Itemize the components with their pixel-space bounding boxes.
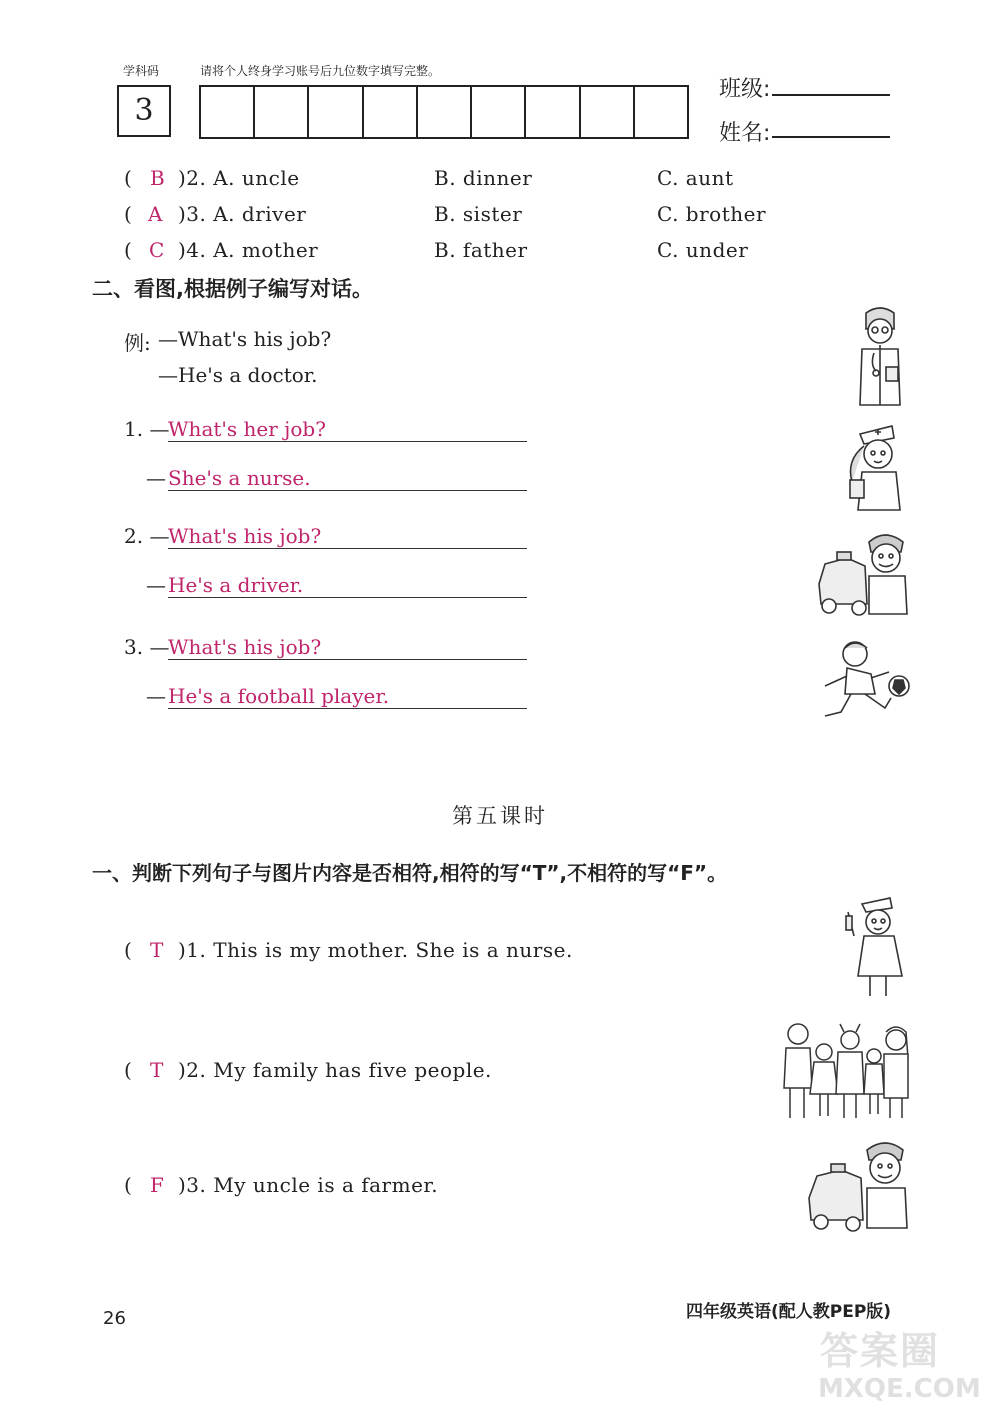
judge-sentence: )2. My family has five people.	[178, 1058, 492, 1082]
judge-answer[interactable]: T	[150, 1058, 164, 1082]
book-title: 四年级英语(配人教PEP版)	[686, 1302, 892, 1322]
subject-code-box: 3	[117, 85, 171, 137]
page-number: 26	[103, 1308, 126, 1329]
option-a: )2. A. uncle	[178, 166, 300, 190]
option-c: C. aunt	[657, 166, 734, 190]
family-illustration	[780, 1018, 910, 1122]
uncle-driver-illustration	[805, 1136, 911, 1232]
option-c: C. brother	[657, 202, 767, 226]
dialog-answer[interactable]: He's a driver.	[168, 573, 527, 598]
option-a: )3. A. driver	[178, 202, 307, 226]
open-paren: (	[124, 1173, 132, 1197]
choice-answer[interactable]: C	[149, 238, 165, 262]
choice-answer[interactable]: B	[150, 166, 165, 190]
open-paren: (	[124, 238, 132, 262]
judge-sentence: )1. This is my mother. She is a nurse.	[178, 938, 573, 962]
dialog-number: 2. —	[124, 524, 170, 548]
watermark-logo: 答案圈	[820, 1329, 941, 1373]
nurse-mother-illustration	[840, 892, 910, 1004]
nurse-illustration	[836, 420, 910, 512]
digit-cell[interactable]	[255, 87, 309, 137]
name-field[interactable]	[772, 136, 890, 138]
account-instruction: 请将个人终身学习账号后九位数字填写完整。	[200, 64, 441, 78]
dialog-number: 1. —	[124, 417, 170, 441]
name-label: 姓名:	[719, 121, 771, 146]
digit-cell[interactable]	[472, 87, 526, 137]
open-paren: (	[124, 166, 132, 190]
choice-item	[124, 202, 824, 238]
dialog-dash: —	[146, 684, 166, 708]
driver-illustration	[815, 528, 911, 618]
account-digit-boxes[interactable]	[199, 85, 689, 139]
example-question: —What's his job?	[158, 327, 332, 351]
digit-cell[interactable]	[364, 87, 418, 137]
class-field[interactable]	[772, 94, 890, 96]
digit-cell[interactable]	[526, 87, 580, 137]
choice-item	[124, 238, 824, 274]
subject-code-label: 学科码	[123, 64, 160, 78]
dialog-dash: —	[146, 466, 166, 490]
lesson-title: 第五课时	[452, 804, 548, 828]
dialog-answer[interactable]: She's a nurse.	[168, 466, 527, 491]
judge-answer[interactable]: T	[150, 938, 164, 962]
football-player-illustration	[815, 636, 911, 732]
digit-cell[interactable]	[635, 87, 687, 137]
watermark-url: MXQE.COM	[818, 1374, 981, 1404]
option-b: B. dinner	[434, 166, 533, 190]
choice-answer[interactable]: A	[148, 202, 163, 226]
open-paren: (	[124, 202, 132, 226]
dialog-question[interactable]: What's his job?	[168, 635, 527, 660]
option-a: )4. A. mother	[178, 238, 319, 262]
choice-item	[124, 166, 824, 202]
dialog-question[interactable]: What's his job?	[168, 524, 527, 549]
digit-cell[interactable]	[309, 87, 363, 137]
example-answer: —He's a doctor.	[158, 363, 318, 387]
judge-sentence: )3. My uncle is a farmer.	[178, 1173, 439, 1197]
section-one-title: 一、判断下列句子与图片内容是否相符,相符的写“T”,不相符的写“F”。	[92, 861, 728, 885]
section-two-title: 二、看图,根据例子编写对话。	[92, 277, 373, 301]
option-b: B. sister	[434, 202, 523, 226]
choice-list	[124, 166, 824, 274]
open-paren: (	[124, 938, 132, 962]
judge-answer[interactable]: F	[150, 1173, 164, 1197]
class-label: 班级:	[719, 77, 771, 102]
option-c: C. under	[657, 238, 749, 262]
digit-cell[interactable]	[581, 87, 635, 137]
dialog-dash: —	[146, 573, 166, 597]
doctor-illustration	[852, 305, 908, 407]
example-label: 例:	[124, 331, 151, 355]
dialog-answer[interactable]: He's a football player.	[168, 684, 527, 709]
dialog-number: 3. —	[124, 635, 170, 659]
digit-cell[interactable]	[418, 87, 472, 137]
dialog-question[interactable]: What's her job?	[168, 417, 527, 442]
open-paren: (	[124, 1058, 132, 1082]
digit-cell[interactable]	[201, 87, 255, 137]
option-b: B. father	[434, 238, 528, 262]
